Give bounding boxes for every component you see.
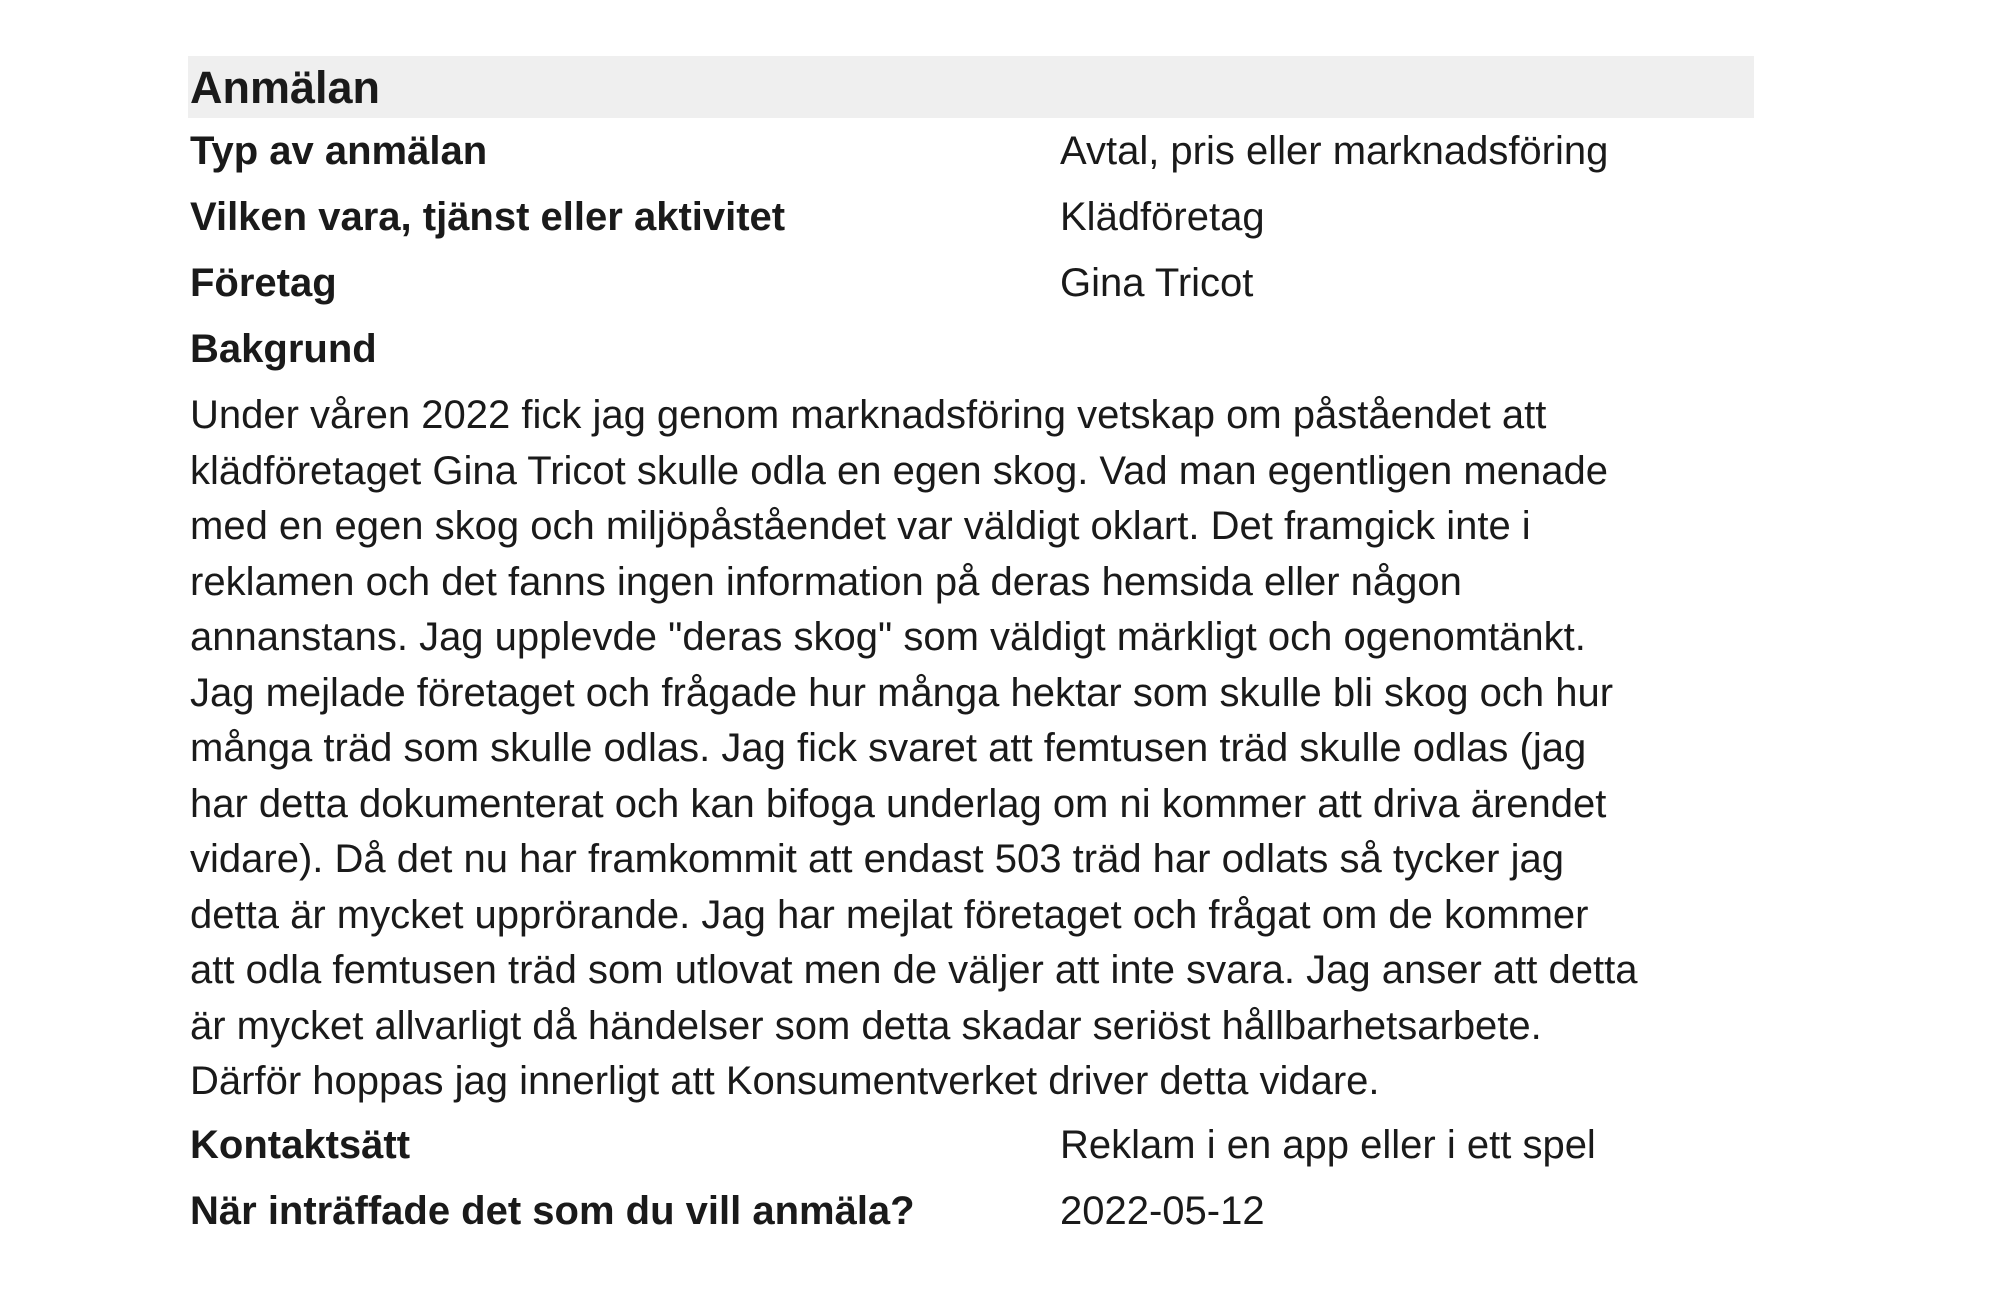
field-label-company: Företag <box>190 261 337 305</box>
background-line: reklamen och det fanns ingen information på deras hemsida eller någon <box>190 559 1462 604</box>
field-row-contact <box>188 1112 1754 1178</box>
background-line: annanstans. Jag upplevde "deras skog" som väldigt märkligt och ogenomtänkt. <box>190 615 1586 659</box>
field-value-company: Gina Tricot <box>1060 261 1254 305</box>
background-line: många träd som skulle odlas. Jag fick svaret att femtusen träd skulle odlas (jag <box>190 726 1587 770</box>
background-line: att odla femtusen träd som utlovat men de väljer att inte svara. Jag anser att detta <box>190 948 1638 992</box>
report-sheet <box>188 56 1754 1244</box>
background-line: Jag mejlade företaget och frågade hur många hektar som skulle bli skog och hur <box>190 670 1614 715</box>
field-row-date <box>188 1178 1754 1244</box>
field-value-date: 2022-05-12 <box>1060 1188 1265 1233</box>
background-line: vidare). Då det nu har framkommit att endast 503 träd har odlats så tycker jag <box>190 837 1564 881</box>
field-row-product <box>188 184 1754 250</box>
field-label-product: Vilken vara, tjänst eller aktivitet <box>190 195 786 239</box>
background-line: Därför hoppas jag innerligt att Konsumentverket driver detta vidare. <box>190 1059 1380 1103</box>
background-line: med en egen skog och miljöpåståendet var väldigt oklart. Det framgick inte i <box>190 504 1531 548</box>
field-row-company <box>188 250 1754 316</box>
field-label-contact: Kontaktsätt <box>190 1122 411 1167</box>
background-line: har detta dokumenterat och kan bifoga underlag om ni kommer att driva ärendet <box>190 781 1607 826</box>
field-value-contact: Reklam i en app eller i ett spel <box>1060 1122 1596 1167</box>
background-line: är mycket allvarligt då händelser som detta skadar seriöst hållbarhetsarbete. <box>190 1003 1542 1048</box>
section-title: Anmälan <box>190 61 381 113</box>
background-text <box>188 388 1754 1110</box>
field-label-type: Typ av anmälan <box>190 129 488 173</box>
field-value-type: Avtal, pris eller marknadsföring <box>1060 129 1609 173</box>
field-row-background <box>188 316 1754 382</box>
field-label-date: När inträffade det som du vill anmäla? <box>190 1188 915 1233</box>
background-line: Under våren 2022 fick jag genom marknadsföring vetskap om påståendet att <box>190 393 1547 437</box>
section-header <box>188 56 1754 118</box>
field-label-background: Bakgrund <box>190 327 377 371</box>
field-row-type <box>188 118 1754 184</box>
background-line: detta är mycket upprörande. Jag har mejlat företaget och frågat om de kommer <box>190 892 1589 937</box>
field-value-product: Klädföretag <box>1060 195 1265 239</box>
background-line: klädföretaget Gina Tricot skulle odla en egen skog. Vad man egentligen menade <box>190 448 1608 493</box>
